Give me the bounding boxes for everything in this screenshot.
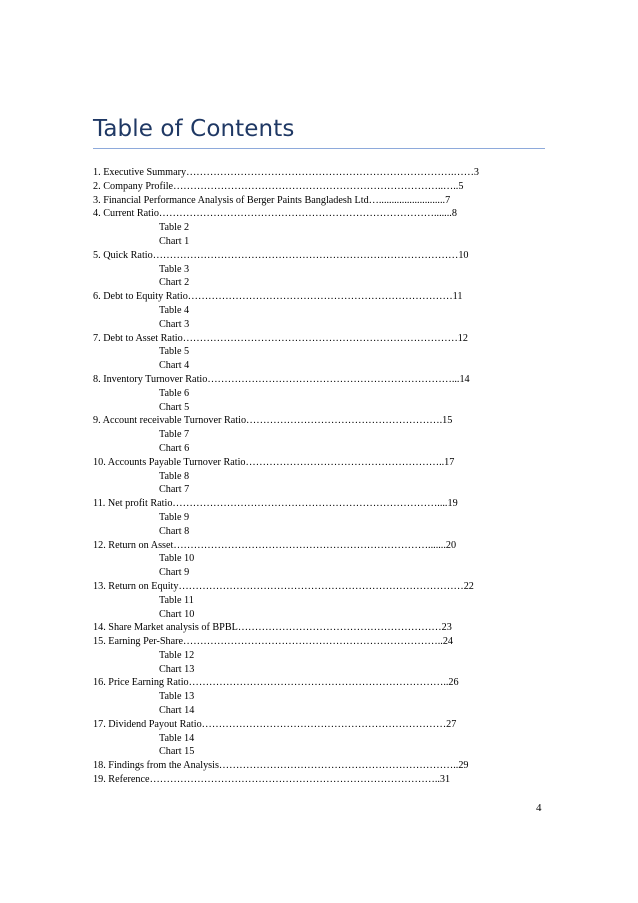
toc-sub-entry: Table 12 (159, 649, 195, 661)
toc-entry: 16. Price Earning Ratio…………………………………………………………………..26 (93, 677, 459, 689)
toc-sub-entry: Table 13 (159, 691, 195, 703)
toc-sub-entry: Chart 4 (159, 360, 190, 372)
toc-entry: 19. Reference…………………………………………………………………………..31 (93, 774, 451, 786)
toc-sub-entry: Chart 1 (159, 235, 190, 247)
toc-entry: 1. Executive Summary…………………………………………………………………….……3 (93, 167, 479, 178)
toc-entry: 18. Findings from the Analysis……………………………………………………………..29 (93, 760, 469, 772)
toc-sub-entry: Chart 7 (159, 484, 190, 496)
toc-entry: 7. Debt to Asset Ratio………………………………………………………………………12 (93, 332, 468, 344)
page-title: Table of Contents (93, 116, 295, 142)
toc-entry: 6. Debt to Equity Ratio……………………………………………………………………11 (93, 291, 463, 303)
toc-sub-entry: Table 5 (159, 346, 190, 358)
toc-sub-entry: Chart 10 (159, 608, 195, 620)
toc-sub-entry: Chart 5 (159, 401, 190, 413)
toc-sub-entry: Chart 15 (159, 746, 195, 758)
toc-sub-entry: Table 8 (159, 470, 190, 482)
toc-entry: 12. Return on Asset………………………………………………………………….......20 (93, 539, 457, 551)
page-number: 4 (536, 802, 542, 814)
toc-entry: 13. Return on Equity…………………………………………………………………………22 (93, 580, 474, 592)
toc-entry: 11. Net profit Ratio……………………………………………………………………....19 (93, 498, 458, 510)
toc-entry: 15. Earning Per-Share…………………………………………………………………..24 (93, 636, 454, 648)
toc-sub-entry: Table 9 (159, 511, 190, 523)
toc-entry: 3. Financial Performance Analysis of Berger Paints Bangladesh Ltd…..........................7 (93, 194, 451, 206)
toc-sub-entry: Chart 3 (159, 318, 190, 330)
table-of-contents (93, 166, 553, 787)
toc-entry: 8. Inventory Turnover Ratio………………………………………………………………...14 (93, 373, 470, 385)
toc-entry: 17. Dividend Payout Ratio………………………………………………………………27 (93, 718, 457, 730)
toc-entry: 9. Account receivable Turnover Ratio………………………………………………….15 (93, 415, 453, 427)
toc-entry: 14. Share Market analysis of BPBL……………………………………………………23 (93, 622, 452, 634)
toc-sub-entry: Table 7 (159, 429, 190, 441)
toc-sub-entry: Table 4 (159, 304, 190, 316)
toc-entry: 2. Company Profile……………………………………………………………………..…..5 (93, 180, 464, 192)
toc-entry: 10. Accounts Payable Turnover Ratio…………………………………………………..17 (93, 456, 455, 468)
heading-underline (93, 148, 545, 149)
toc-sub-entry: Chart 14 (159, 705, 195, 717)
toc-sub-entry: Table 14 (159, 732, 195, 744)
toc-sub-entry: Chart 2 (159, 277, 190, 289)
toc-sub-entry: Chart 13 (159, 663, 195, 675)
toc-sub-entry: Chart 9 (159, 567, 190, 579)
toc-sub-entry: Table 10 (159, 553, 195, 565)
toc-entry: 4. Current Ratio……………………………………………………………………….......8 (93, 208, 457, 220)
toc-entry: 5. Quick Ratio………………………………………………………………………………10 (93, 249, 469, 261)
toc-sub-entry: Chart 6 (159, 442, 190, 454)
toc-sub-entry: Table 11 (159, 594, 194, 606)
toc-sub-entry: Table 6 (159, 387, 190, 399)
toc-sub-entry: Table 2 (159, 222, 190, 234)
toc-sub-entry: Table 3 (159, 263, 190, 275)
toc-sub-entry: Chart 8 (159, 525, 190, 537)
